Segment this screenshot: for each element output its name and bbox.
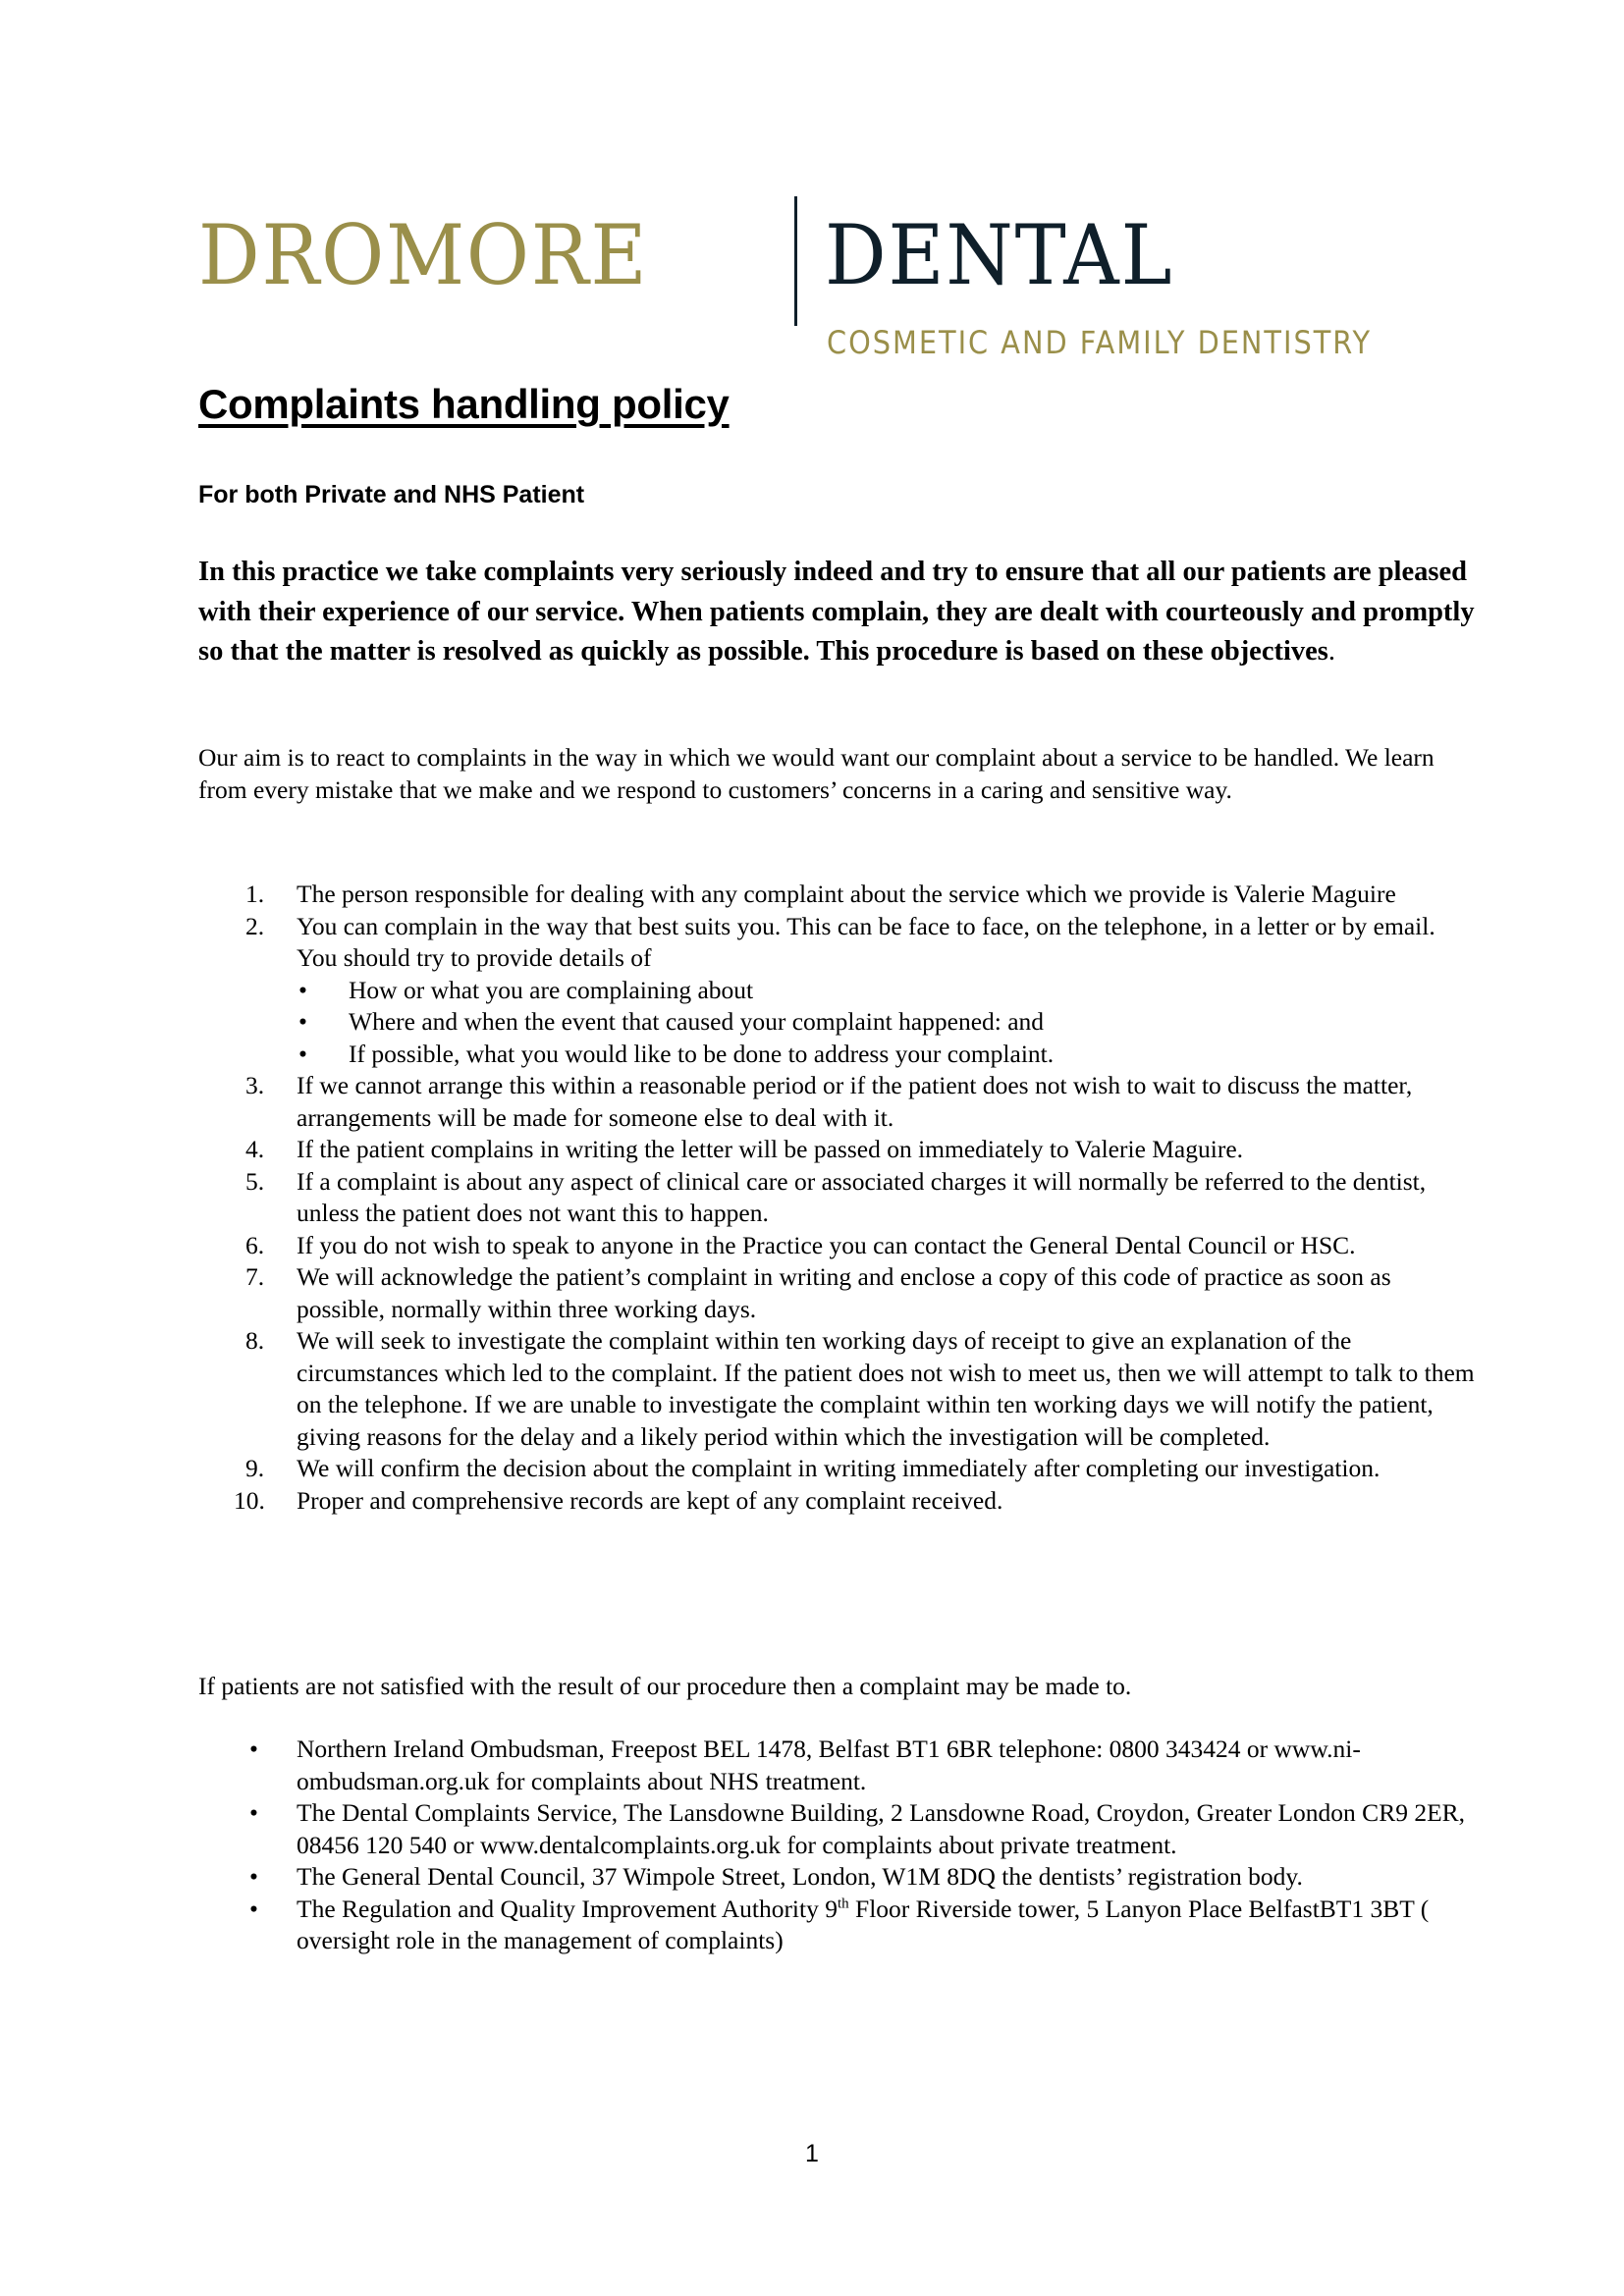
subheading: For both Private and NHS Patient (198, 481, 585, 508)
step-text: The person responsible for dealing with any complaint about the service which we provide is Valerie Maguire (297, 880, 1396, 908)
external-bodies-list (198, 1734, 1475, 1957)
list-item-general-dental-council (198, 1861, 1475, 1894)
step-number: 6. (245, 1230, 265, 1259)
list-item-dental-complaints-service (198, 1797, 1475, 1861)
list-item-step-1 (198, 879, 1475, 911)
intro-tail: . (1327, 636, 1336, 667)
intro-paragraph (198, 553, 1475, 672)
sublist-item (297, 1039, 1475, 1071)
step-text: We will acknowledge the patient’s complaint in writing and enclose a copy of this code of practice as soon as possible, normally within three working days. (297, 1262, 1391, 1323)
page-number: 1 (805, 2140, 819, 2167)
body-text-after: Floor Riverside tower, 5 Lanyon Place BelfastBT1 3BT ( oversight role in the management of complaints) (297, 1894, 1430, 1954)
step-text: If we cannot arrange this within a reasonable period or if the patient does not wish to wait to discuss the matter, arrangements will be made for someone else to deal with it. (297, 1071, 1413, 1132)
bullet-icon: • (298, 975, 307, 1004)
step-text: You can complain in the way that best suits you. This can be face to face, on the telephone, in a letter or by email. You should try to provide details of (297, 911, 1435, 972)
list-item-step-10 (198, 1485, 1475, 1518)
page-title: Complaints handling policy (198, 381, 730, 427)
bullet-icon: • (298, 1039, 307, 1068)
step-number: 3. (245, 1071, 265, 1099)
sublist-text: Where and when the event that caused your complaint happened: and (349, 1007, 1045, 1036)
step-text: If the patient complains in writing the letter will be passed on immediately to Valerie Maguire. (297, 1135, 1244, 1163)
step-number: 1. (245, 880, 265, 908)
step-text: If you do not wish to speak to anyone in the Practice you can contact the General Dental Council or HSC. (297, 1230, 1356, 1259)
body-text-before: The Regulation and Quality Improvement Authority 9 (297, 1894, 838, 1923)
logo-divider (794, 196, 797, 326)
ordinal-suffix: th (837, 1896, 849, 1911)
complaint-details-sublist (297, 975, 1475, 1071)
list-item-step-5 (198, 1166, 1475, 1230)
logo-word-dromore: DROMORE (198, 207, 649, 303)
step-number: 8. (245, 1326, 265, 1355)
list-item-step-9 (198, 1453, 1475, 1485)
sublist-text: How or what you are complaining about (349, 975, 754, 1004)
escalation-intro: If patients are not satisfied with the result of our procedure then a complaint may be made to. (198, 1672, 1132, 1700)
step-number: 2. (245, 911, 265, 940)
bullet-icon: • (298, 1007, 307, 1036)
logo-tagline: COSMETIC AND FAMILY DENTISTRY (827, 324, 1373, 361)
list-item-step-8 (198, 1325, 1475, 1453)
bullet-icon: • (249, 1798, 258, 1827)
step-number: 7. (245, 1262, 265, 1291)
list-item-step-2 (198, 911, 1475, 1071)
practice-logo (196, 194, 1473, 366)
step-text: We will seek to investigate the complaint within ten working days of receipt to give an explanation of the circumstances which led to the complaint. If the patient does not wish to meet us, then we will attempt to talk to them on the telephone. If we are unable to investigate the complaint within ten working days we will notify the patient, giving reasons for the delay and a likely period within which the investigation will be completed. (297, 1326, 1475, 1451)
step-number: 9. (245, 1454, 265, 1482)
body-text: The Dental Complaints Service, The Lansdowne Building, 2 Lansdowne Road, Croydon, Greater London CR9 2ER, 08456 120 540 or www.dentalcomplaints.org.uk for complaints about private treatment. (297, 1798, 1466, 1859)
list-item-step-7 (198, 1261, 1475, 1325)
step-text: Proper and comprehensive records are kept of any complaint received. (297, 1485, 1003, 1515)
logo-word-dental: DENTAL (825, 207, 1174, 303)
body-text: The General Dental Council, 37 Wimpole Street, London, W1M 8DQ the dentists’ registration body. (297, 1862, 1303, 1891)
list-item-step-4 (198, 1134, 1475, 1166)
bullet-icon: • (249, 1894, 258, 1923)
aim-paragraph: Our aim is to react to complaints in the way in which we would want our complaint about a service to be handled. We learn from every mistake that we make and we respond to customers’ concerns in a caring and sensitive way. (198, 743, 1435, 804)
list-item-step-6 (198, 1230, 1475, 1262)
list-item-ni-ombudsman (198, 1734, 1475, 1797)
step-text: We will confirm the decision about the complaint in writing immediately after completing our investigation. (297, 1454, 1380, 1482)
sublist-item (297, 1006, 1475, 1039)
list-item-rqia (198, 1894, 1475, 1957)
step-number: 4. (245, 1135, 265, 1163)
procedure-steps-list (198, 879, 1475, 1517)
body-text: Northern Ireland Ombudsman, Freepost BEL 1478, Belfast BT1 6BR telephone: 0800 343424 or www.ni-ombudsman.org.uk for complaints about NHS treatment. (297, 1735, 1361, 1795)
sublist-item (297, 975, 1475, 1007)
bullet-icon: • (249, 1735, 258, 1763)
list-item-step-3 (198, 1070, 1475, 1134)
step-number: 5. (245, 1166, 265, 1196)
step-number: 10. (234, 1485, 265, 1515)
step-text: If a complaint is about any aspect of clinical care or associated charges it will normally be referred to the dentist, unless the patient does not want this to happen. (297, 1166, 1427, 1227)
intro-bold-text: In this practice we take complaints very seriously indeed and try to ensure that all our patients are pleased with their experience of our service. When patients complain, they are dealt with courteously and promptly so that the matter is resolved as quickly as possible. This procedure is based on these objectives (198, 557, 1475, 667)
bullet-icon: • (249, 1862, 258, 1891)
sublist-text: If possible, what you would like to be done to address your complaint. (349, 1039, 1055, 1068)
